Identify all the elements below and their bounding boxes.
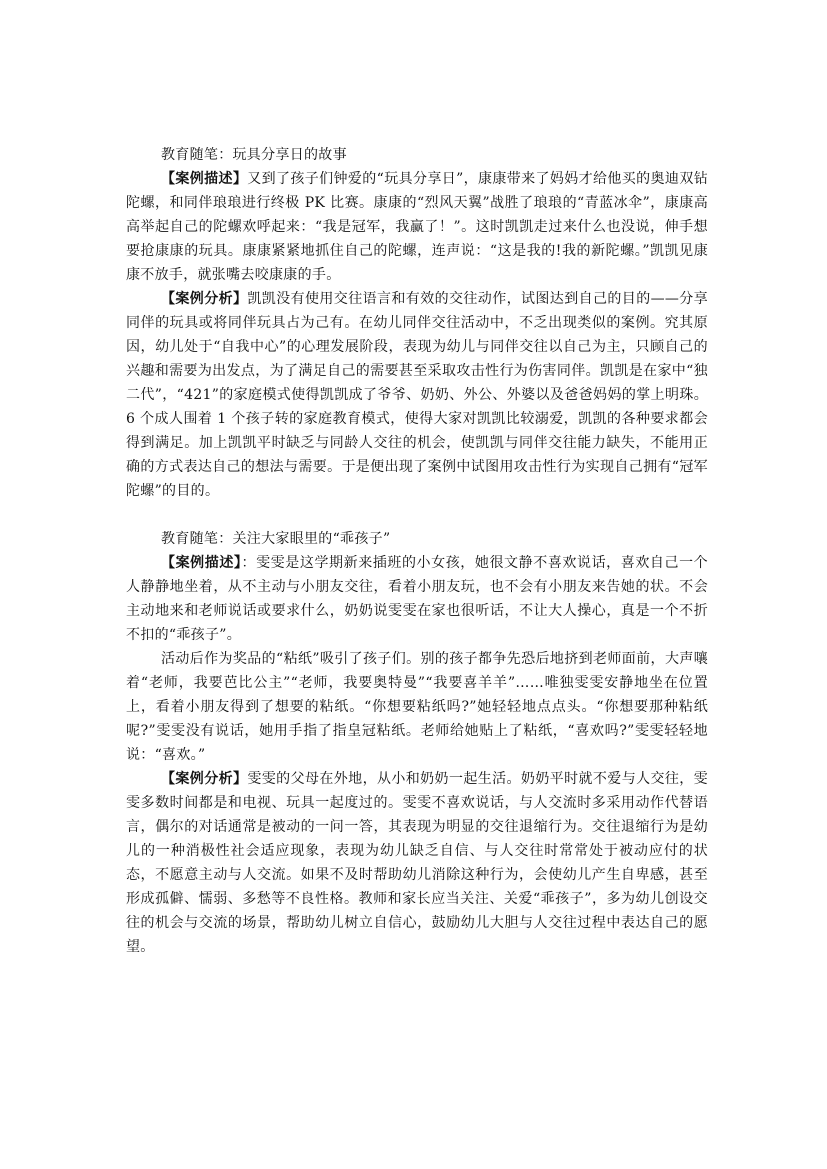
essay-good-child (126, 527, 708, 959)
case-analysis-tag: 【案例分析】 (161, 771, 248, 787)
paragraph-text: 又到了孩子们钟爱的“玩具分享日”，康康带来了妈妈才给他买的奥迪双钻陀螺，和同伴琅琅进行终极 PK 比赛。康康的“烈风天翼”战胜了琅琅的“青蓝冰伞”，康康高高举起自己的陀螺欢呼起来：“我是冠军，我赢了！”。这时凯凯走过来什么也没说，伸手想要抢康康的玩具。康康紧紧地抓住自己的陀螺，连声说：“这是我的!我的新陀螺。”凯凯见康康不放手，就张嘴去咬康康的手。 (126, 171, 708, 283)
case-description-paragraph (126, 167, 708, 287)
case-analysis-tag: 【案例分析】 (161, 291, 248, 307)
paragraph-text: 凯凯没有使用交往语言和有效的交往动作，试图达到自己的目的——分享同伴的玩具或将同伴玩具占为己有。在幼儿同伴交往活动中，不乏出现类似的案例。究其原因，幼儿处于“自我中心”的心理发展阶段，表现为幼儿与同伴交往以自己为主，只顾自己的兴趣和需要为出发点，为了满足自己的需要甚至采取攻击性行为伤害同伴。凯凯是在家中“独二代”，“421”的家庭模式使得凯凯成了爷爷、奶奶、外公、外婆以及爸爸妈妈的掌上明珠。6 个成人围着 1 个孩子转的家庭教育模式，使得大家对凯凯比较溺爱，凯凯的各种要求都会得到满足。加上凯凯平时缺乏与同龄人交往的机会，使凯凯与同伴交往能力缺失，不能用正确的方式表达自己的想法与需要。于是便出现了案例中试图用攻击性行为实现自己拥有“冠军陀螺”的目的。 (126, 291, 708, 499)
paragraph-text: 雯雯的父母在外地，从小和奶奶一起生活。奶奶平时就不爱与人交往，雯雯多数时间都是和电视、玩具一起度过的。雯雯不喜欢说话，与人交流时多采用动作代替语言，偶尔的对话通常是被动的一问一答，其表现为明显的交往退缩行为。交往退缩行为是幼儿的一种消极性社会适应现象，表现为幼儿缺乏自信、与人交往时常常处于被动应付的状态，不愿意主动与人交流。如果不及时帮助幼儿消除这种行为，会使幼儿产生自卑感，甚至形成孤僻、懦弱、多愁等不良性格。教师和家长应当关注、关爱“乖孩子”，多为幼儿创设交往的机会与交流的场景，帮助幼儿树立自信心，鼓励幼儿大胆与人交往过程中表达自己的愿望。 (126, 771, 708, 955)
narrative-paragraph (126, 647, 708, 767)
essay-title: 教育随笔：玩具分享日的故事 (161, 147, 347, 163)
case-description-paragraph (126, 551, 708, 647)
case-analysis-paragraph (126, 767, 708, 959)
essay-title: 教育随笔：关注大家眼里的“乖孩子” (161, 531, 391, 547)
paragraph-text: ：雯雯是这学期新来插班的小女孩，她很文静不喜欢说话，喜欢自己一个人静静地坐着，从不主动与小朋友交往，看着小朋友玩，也不会有小朋友来告她的状。不会主动地来和老师说话或要求什么，奶奶说雯雯在家也很听话，不让大人操心，真是一个不折不扣的“乖孩子”。 (126, 555, 708, 643)
essay-toy-sharing-day (126, 143, 708, 503)
document-page (126, 143, 708, 983)
case-description-tag: 【案例描述】 (161, 171, 248, 187)
case-description-tag: 【案例描述】 (161, 555, 242, 571)
case-analysis-paragraph (126, 287, 708, 503)
paragraph-text: 活动后作为奖品的“粘纸”吸引了孩子们。别的孩子都争先恐后地挤到老师面前，大声嚷着“老师，我要芭比公主”“老师，我要奥特曼”“我要喜羊羊”……唯独雯雯安静地坐在位置上，看着小朋友得到了想要的粘纸。“你想要粘纸吗?”她轻轻地点点头。“你想要那种粘纸呢?”雯雯没有说话，她用手指了指皇冠粘纸。老师给她贴上了粘纸，“喜欢吗?”雯雯轻轻地说：“喜欢。” (126, 651, 708, 763)
